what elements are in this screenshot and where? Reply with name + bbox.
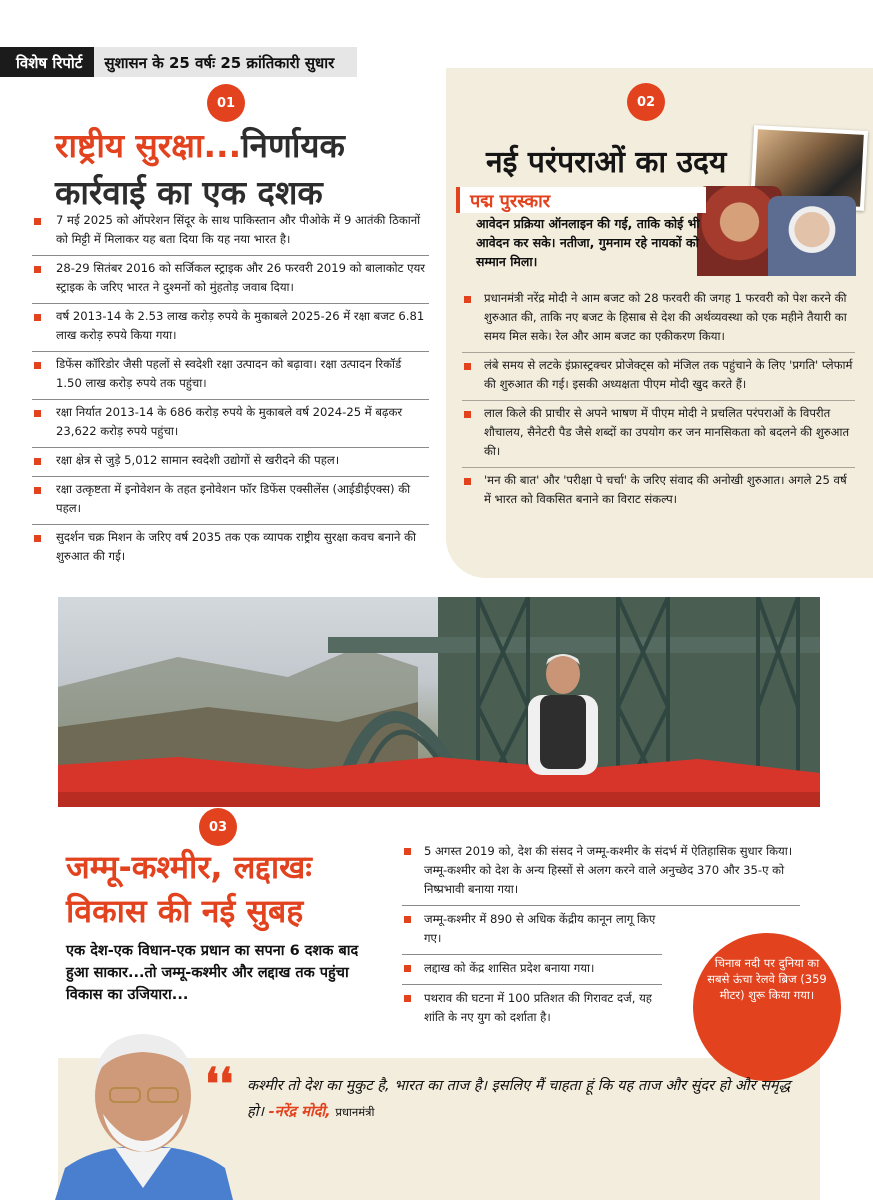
quote-role: प्रधानमंत्री [335, 1105, 375, 1119]
section1-title-dark-2: कार्रवाई का एक दशक [55, 173, 323, 212]
list-item-text: लद्दाख को केंद्र शासित प्रदेश बनाया गया। [424, 961, 595, 975]
list-item-text: रक्षा निर्यात 2013-14 के 686 करोड़ रुपये के मुकाबले वर्ष 2024-25 में बढ़कर 23,622 करोड़ रुपये पहुंचा। [56, 405, 403, 438]
list-item [32, 525, 429, 572]
bullet-square-icon [34, 458, 41, 465]
list-item [462, 468, 855, 515]
list-item-text: 7 मई 2025 को ऑपरेशन सिंदूर के साथ पाकिस्तान और पीओके में 9 आतंकी ठिकानों को मिट्टी में मिलाकर यह बता दिया कि यह नया भारत है। [56, 213, 421, 246]
list-item [402, 955, 662, 985]
section3-title-line2: विकास की नई सुबह [66, 892, 304, 930]
list-item [32, 256, 429, 304]
section1-title-red: राष्ट्रीय सुरक्षा... [55, 126, 242, 165]
list-item-text: 'मन की बात' और 'परीक्षा पे चर्चा' के जरिए संवाद की अनोखी शुरुआत। अगले 25 वर्ष में भारत को विकसित बनाने का विराट संकल्प। [484, 473, 847, 506]
bullet-square-icon [404, 916, 411, 923]
bridge-callout: चिनाब नदी पर दुनिया का सबसे ऊंचा रेलवे ब्रिज (359 मीटर) शुरू किया गया। [693, 933, 841, 1081]
list-item-text: रक्षा क्षेत्र से जुड़े 5,012 सामान स्वदेशी उद्योगों से खरीदने की पहल। [56, 453, 340, 467]
list-item [402, 985, 662, 1033]
quote-text [247, 1073, 797, 1125]
section1-title [55, 122, 345, 216]
quote-mark-icon: ❛❛ [205, 1059, 234, 1110]
list-item [462, 401, 855, 468]
bullet-square-icon [34, 487, 41, 494]
quote-author: -नरेंद्र मोदी, [268, 1104, 331, 1120]
list-item [32, 352, 429, 400]
section2-subtext: आवेदन प्रक्रिया ऑनलाइन की गई, ताकि कोई भी आवेदन कर सके। नतीजा, गुमनाम रहे नायकों को सम्मान मिला। [476, 216, 700, 269]
bullet-square-icon [404, 995, 411, 1002]
list-item [462, 353, 855, 401]
list-item-text: जम्मू-कश्मीर में 890 से अधिक केंद्रीय कानून लागू किए गए। [424, 912, 656, 945]
section2-subheading: पद्म पुरस्कार [470, 191, 551, 212]
list-item-text: वर्ष 2013-14 के 2.53 लाख करोड़ रुपये के मुकाबले 2025-26 में रक्षा बजट 6.81 लाख करोड़ रुपये किया गया। [56, 309, 425, 342]
list-item [462, 286, 855, 353]
list-item-text: 5 अगस्त 2019 को, देश की संसद ने जम्मू-कश्मीर के संदर्भ में ऐतिहासिक सुधार किया। जम्मू-कश्मीर को देश के अन्य हिस्सों से अलग करने वाले अनुच्छेद 370 और 35-ए को निष्प्रभावी बनाया गया। [424, 844, 793, 896]
bullet-square-icon [34, 362, 41, 369]
list-item [402, 906, 662, 955]
section3-title [66, 845, 312, 933]
bullet-square-icon [464, 478, 471, 485]
bullet-square-icon [34, 410, 41, 417]
bullet-square-icon [34, 218, 41, 225]
bullet-square-icon [34, 535, 41, 542]
section3-title-line1: जम्मू-कश्मीर, लद्दाखः [66, 848, 312, 886]
list-item [32, 304, 429, 352]
section1-number-badge: 01 [207, 84, 245, 122]
bullet-square-icon [404, 848, 411, 855]
list-item-text: लाल किले की प्राचीर से अपने भाषण में पीएम मोदी ने प्रचलित परंपराओं के विपरीत शौचालय, सैनेटरी पैड जैसे शब्दों का उपयोग कर जन मानसिकता को बदलने की शुरुआत की। [484, 406, 850, 458]
list-item-text: लंबे समय से लटके इंफ्रास्ट्रक्चर प्रोजेक्ट्स को मंजिल तक पहुंचाने के लिए 'प्रगति' प्लेफार्म की शुरुआत की गई। इसकी अध्यक्षता पीएम मोदी खुद करते हैं। [484, 358, 853, 391]
section1-points-list [32, 208, 429, 572]
quote-body: कश्मीर तो देश का मुकुट है, भारत का ताज है। इसलिए मैं चाहता हूं कि यह ताज और सुंदर हो और समृद्ध हो। [247, 1078, 791, 1120]
list-item-text: डिफेंस कॉरिडोर जैसी पहलों से स्वदेशी रक्षा उत्पादन को बढ़ावा। रक्षा उत्पादन रिकॉर्ड 1.50 लाख करोड़ रुपये तक पहुंचा। [56, 357, 402, 390]
list-item [32, 477, 429, 525]
section1-title-dark-1: निर्णायक [241, 126, 345, 165]
section3-number-badge: 03 [199, 808, 237, 846]
chenab-bridge-photo [58, 597, 820, 807]
section2-number-badge: 02 [627, 83, 665, 121]
bullet-square-icon [464, 296, 471, 303]
list-item [32, 448, 429, 477]
section2-points-list [462, 286, 855, 515]
list-item-text: प्रधानमंत्री नरेंद्र मोदी ने आम बजट को 28 फरवरी की जगह 1 फरवरी को पेश करने की शुरुआत की, ताकि नए बजट के हिसाब से देश की अर्थव्यवस्था को एक महीने तैयारी का समय मिल सके। रेल और आम बजट का एकीकरण किया। [484, 291, 847, 343]
list-item-text: पथराव की घटना में 100 प्रतिशत की गिरावट दर्ज, यह शांति के नए युग को दर्शाता है। [424, 991, 652, 1024]
report-title: सुशासन के 25 वर्षः 25 क्रांतिकारी सुधार [94, 47, 357, 77]
section2-title: नई परंपराओं का उदय [486, 145, 727, 180]
bullet-square-icon [34, 314, 41, 321]
awardee-photo-2 [768, 196, 856, 276]
list-item [32, 208, 429, 256]
bullet-square-icon [404, 965, 411, 972]
list-item-text: 28-29 सितंबर 2016 को सर्जिकल स्ट्राइक और 26 फरवरी 2019 को बालाकोट एयर स्ट्राइक के जरिए भारत ने दुश्मनों को मुंहतोड़ जवाब दिया। [56, 261, 426, 294]
list-item-text: सुदर्शन चक्र मिशन के जरिए वर्ष 2035 तक एक व्यापक राष्ट्रीय सुरक्षा कवच बनाने की शुरुआत की गई। [56, 530, 417, 563]
report-header-strip [0, 47, 357, 77]
bullet-square-icon [464, 363, 471, 370]
bullet-square-icon [34, 266, 41, 273]
list-item [402, 838, 800, 906]
bullet-square-icon [464, 411, 471, 418]
list-item-text: रक्षा उत्कृष्टता में इनोवेशन के तहत इनोवेशन फॉर डिफेंस एक्सीलेंस (आईडीईएक्स) की पहल। [56, 482, 411, 515]
report-label: विशेष रिपोर्ट [0, 47, 94, 77]
section2-subheading-box [456, 187, 706, 213]
list-item [32, 400, 429, 448]
section3-description: एक देश-एक विधान-एक प्रधान का सपना 6 दशक बाद हुआ साकार...तो जम्मू-कश्मीर और लद्दाख तक पहुंचा विकास का उजियारा... [66, 943, 359, 1003]
